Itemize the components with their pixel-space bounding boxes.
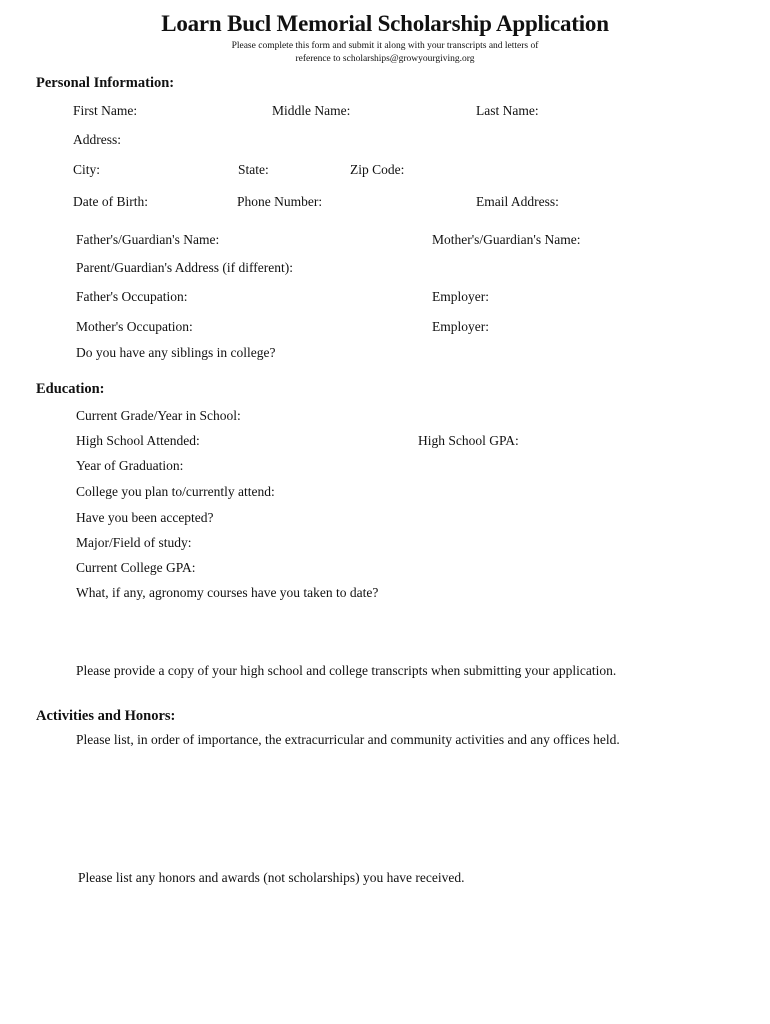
current-grade-label: Current Grade/Year in School:: [76, 408, 241, 423]
high-school-gpa-label: High School GPA:: [418, 433, 519, 448]
parent-address-label: Parent/Guardian's Address (if different):: [76, 260, 293, 275]
city-label: City:: [73, 162, 101, 177]
date-of-birth-label: Date of Birth:: [73, 194, 148, 209]
phone-number-label: Phone Number:: [237, 194, 323, 209]
college-label: College you plan to/currently attend:: [76, 484, 275, 499]
father-guardian-name-label: Father's/Guardian's Name:: [76, 232, 220, 247]
transcripts-note: Please provide a copy of your high school and college transcripts when submitting your application.: [76, 663, 617, 678]
form-subtitle-line2: reference to scholarships@growyourgiving.org: [295, 54, 475, 64]
mother-employer-label: Employer:: [432, 319, 489, 334]
zip-code-label: Zip Code:: [350, 162, 405, 177]
personal-info-heading: Personal Information:: [36, 75, 175, 91]
honors-prompt: Please list any honors and awards (not scholarships) you have received.: [78, 870, 465, 885]
middle-name-label: Middle Name:: [272, 103, 351, 118]
state-label: State:: [238, 162, 269, 177]
education-heading: Education:: [36, 381, 105, 397]
graduation-year-label: Year of Graduation:: [76, 458, 184, 473]
siblings-in-college-label: Do you have any siblings in college?: [76, 345, 276, 360]
form-title: Loarn Bucl Memorial Scholarship Application: [161, 11, 609, 36]
high-school-label: High School Attended:: [76, 433, 200, 448]
mother-occupation-label: Mother's Occupation:: [76, 319, 193, 334]
last-name-label: Last Name:: [476, 103, 539, 118]
father-employer-label: Employer:: [432, 289, 489, 304]
agronomy-courses-label: What, if any, agronomy courses have you taken to date?: [76, 585, 379, 600]
mother-guardian-name-label: Mother's/Guardian's Name:: [432, 232, 581, 247]
email-address-label: Email Address:: [476, 194, 559, 209]
accepted-label: Have you been accepted?: [76, 510, 214, 525]
father-occupation-label: Father's Occupation:: [76, 289, 188, 304]
college-gpa-label: Current College GPA:: [76, 560, 196, 575]
form-subtitle-line1: Please complete this form and submit it along with your transcripts and letters of: [231, 41, 539, 51]
activities-honors-heading: Activities and Honors:: [36, 708, 176, 724]
major-label: Major/Field of study:: [76, 535, 192, 550]
activities-prompt: Please list, in order of importance, the extracurricular and community activities and any offices held.: [76, 732, 620, 747]
address-label: Address:: [73, 132, 121, 147]
first-name-label: First Name:: [73, 103, 138, 118]
